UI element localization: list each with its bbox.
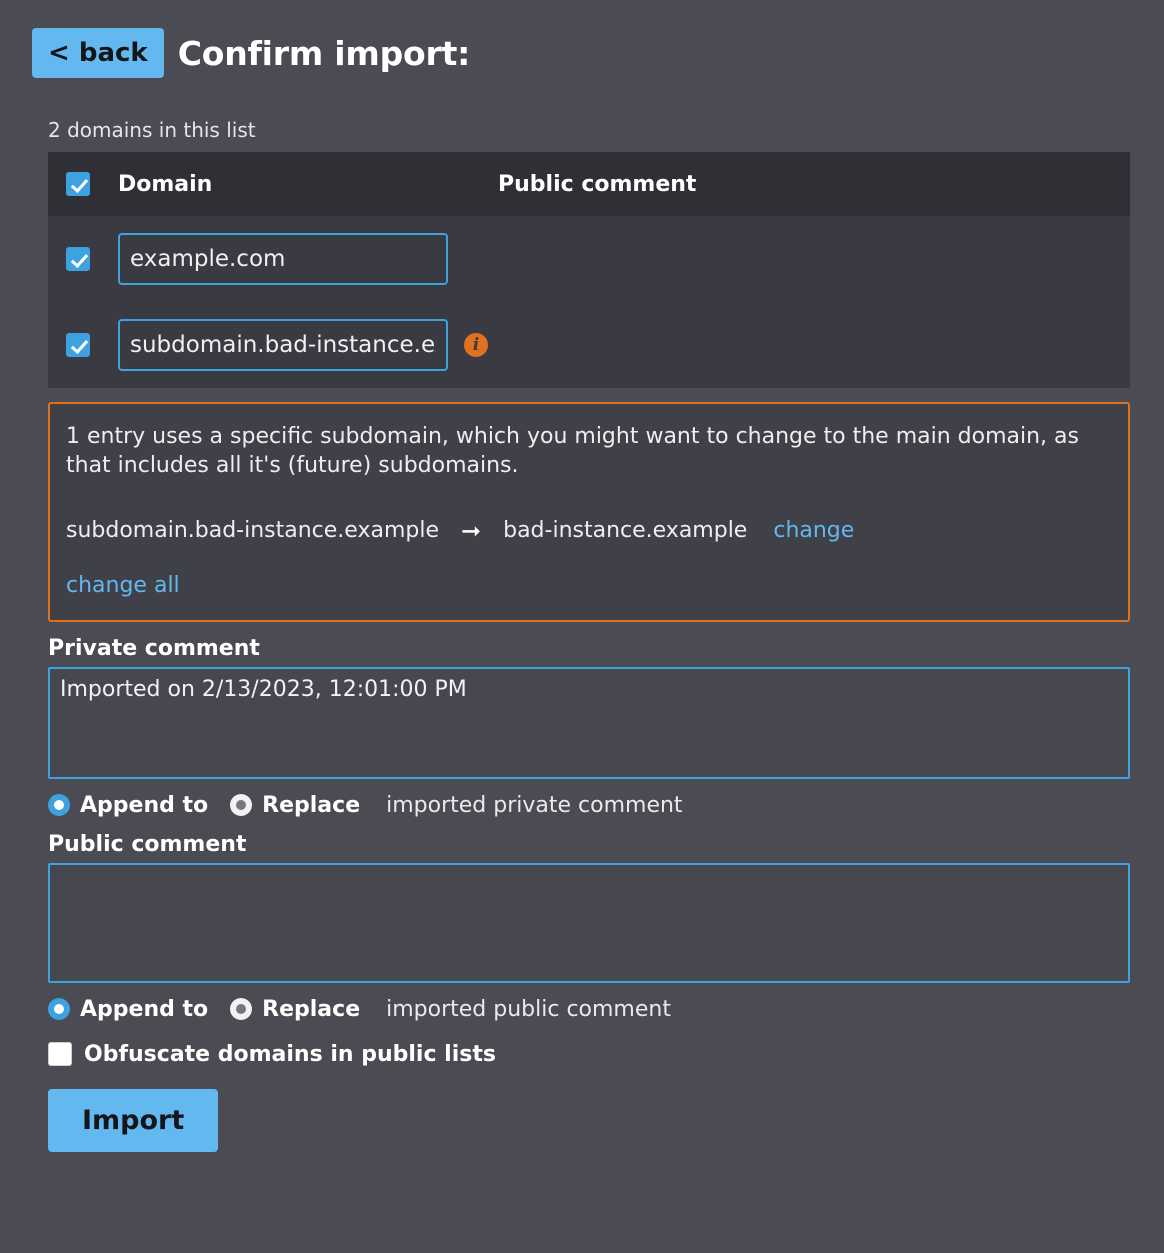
- column-header-public-comment: Public comment: [498, 171, 697, 197]
- change-all-link[interactable]: change all: [66, 572, 180, 598]
- import-button[interactable]: Import: [48, 1089, 218, 1152]
- public-comment-label: Public comment: [48, 831, 247, 857]
- public-replace-radio[interactable]: [230, 998, 252, 1020]
- private-comment-textarea[interactable]: [48, 667, 1130, 779]
- public-append-label: Append to: [80, 996, 209, 1022]
- private-replace-label: Replace: [262, 792, 361, 818]
- private-comment-label: Private comment: [48, 635, 260, 661]
- public-append-radio[interactable]: [48, 998, 70, 1020]
- mapping-to: bad-instance.example: [503, 518, 748, 543]
- row-select-cell: [66, 333, 118, 357]
- select-all-checkbox[interactable]: [66, 172, 90, 196]
- change-link[interactable]: change: [773, 518, 855, 543]
- arrow-right-icon: ➞: [461, 516, 482, 545]
- table-row: [48, 302, 1130, 388]
- private-replace-radio[interactable]: [230, 794, 252, 816]
- mapping-from: subdomain.bad-instance.example: [66, 518, 439, 543]
- subdomain-mapping-row: [66, 517, 1112, 545]
- select-all-cell: [66, 172, 118, 196]
- subdomain-warning-box: [48, 402, 1130, 622]
- info-icon: i: [464, 333, 488, 357]
- public-mode-tail: imported public comment: [386, 996, 671, 1022]
- private-comment-mode-row: [48, 793, 1132, 818]
- domains-table: [48, 152, 1130, 388]
- back-button[interactable]: < back: [32, 28, 164, 78]
- obfuscate-checkbox[interactable]: [48, 1042, 72, 1066]
- column-header-domain: Domain: [118, 171, 213, 197]
- private-append-label: Append to: [80, 792, 209, 818]
- domain-count-text: 2 domains in this list: [48, 118, 256, 142]
- page-header: [32, 0, 1132, 78]
- public-replace-label: Replace: [262, 996, 361, 1022]
- domain-input[interactable]: [118, 233, 448, 285]
- row-select-cell: [66, 247, 118, 271]
- row-checkbox[interactable]: [66, 247, 90, 271]
- private-mode-tail: imported private comment: [386, 792, 683, 818]
- table-row: [48, 216, 1130, 302]
- row-checkbox[interactable]: [66, 333, 90, 357]
- obfuscate-row: [48, 1042, 1132, 1067]
- public-comment-mode-row: [48, 997, 1132, 1022]
- domain-input[interactable]: [118, 319, 448, 371]
- page-title: Confirm import:: [177, 33, 471, 73]
- table-header-row: [48, 152, 1130, 216]
- private-append-radio[interactable]: [48, 794, 70, 816]
- warning-message: 1 entry uses a specific subdomain, which you might want to change to the main domain, as that includes all it's (future) subdomains.: [66, 424, 1079, 479]
- public-comment-textarea[interactable]: [48, 863, 1130, 983]
- obfuscate-label: Obfuscate domains in public lists: [84, 1041, 496, 1067]
